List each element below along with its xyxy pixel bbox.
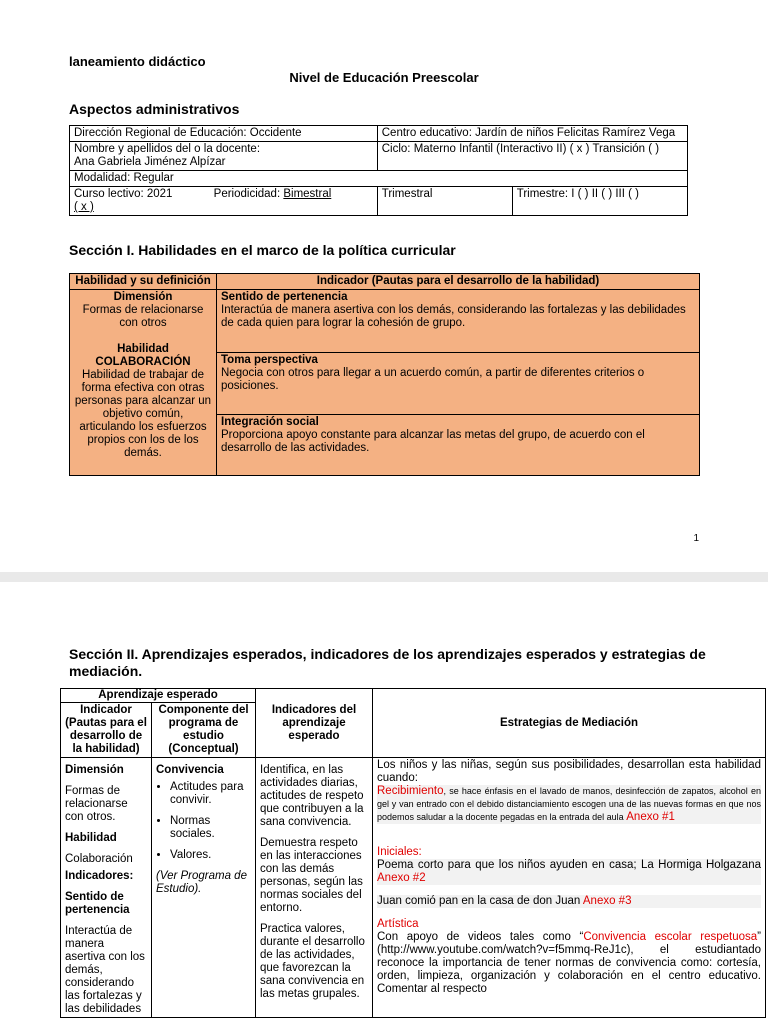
cell-centro: Centro educativo: Jardín de niños Felicitas Ramírez Vega [377, 126, 687, 142]
dimension-label: Dimensión [65, 764, 124, 776]
cell-curso [70, 187, 378, 216]
componente-note: (Ver Programa de Estudio). [156, 870, 247, 895]
header-indicadores: Indicadores del aprendizaje esperado [256, 689, 373, 758]
artistica-label: Artística [377, 918, 419, 930]
cell-trimestre: Trimestre: I ( ) II ( ) III ( ) [512, 187, 687, 216]
skills-col2-header: Indicador (Pautas para el desarrollo de la habilidad) [217, 274, 700, 290]
cell-docente [70, 142, 378, 171]
section1-heading: Sección I. Habilidades en el marco de la política curricular [69, 242, 456, 258]
skills-table [69, 273, 700, 476]
level-title: Nivel de Educación Preescolar [289, 70, 479, 85]
artistica-block [377, 931, 761, 996]
dimension-cell [61, 758, 152, 1018]
group-header: Aprendizaje esperado [61, 689, 256, 703]
anexo-2-link[interactable]: Anexo #2 [377, 872, 426, 884]
cell-direccion: Dirección Regional de Educación: Occidente [70, 126, 378, 142]
docente-label: Nombre y apellidos del o la docente: [74, 143, 261, 155]
sentido-text: Interactúa de manera asertiva con los demás, considerando las fortalezas y las debilidades [65, 925, 145, 1015]
skills-col1-header: Habilidad y su definición [70, 274, 217, 290]
recibimiento-text: , se hace énfasis en el lavado de manos, desinfección de zapatos, alcohol en gel y van entrado con el debido distanciamiento escogen una de las nuevas formas en que nos podemos saludar a la docente pegadas en la entrada del aula [377, 786, 761, 822]
mediation-table [60, 688, 766, 1018]
habilidad-label: Habilidad [117, 343, 169, 355]
periodicidad-value: Bimestral [283, 188, 332, 200]
artistica-post: ” (http://www.youtube.com/watch?v=f5mmq-ReJ1c), el estudiantado reconoce la importancia de tener normas de convivencia como: cortesía, orden, limpieza, organización y colaboración en el centro educativo. Comentar al respecto [377, 931, 761, 995]
curso-lectivo: Curso lectivo: 2021 [74, 188, 173, 200]
anexo-3-link[interactable]: Anexo #3 [582, 895, 632, 907]
header-indicador: Indicador (Pautas para el desarrollo de la habilidad) [61, 703, 152, 758]
habilidad-name: COLABORACIÓN [95, 356, 191, 368]
dimension-value: Formas de relacionarse con otros [82, 304, 204, 329]
juan-text: Juan comió pan en la casa de don Juan [377, 895, 581, 907]
cell-ciclo: Ciclo: Materno Infantil (Interactivo II) ( x ) Transición ( ) [377, 142, 687, 171]
dimension-value: Formas de relacionarse con otros. [65, 785, 128, 823]
componente-list [156, 781, 251, 862]
habilidad-label: Habilidad [65, 832, 117, 844]
document-page-2 [0, 582, 768, 1024]
list-item: • Normas sociales. [170, 815, 251, 841]
admin-heading: Aspectos administrativos [69, 101, 240, 117]
indicator-text: Interactúa de manera asertiva con los demás, considerando las fortalezas y las debilidades de cada quien para lograr la cohesión de grupo. [221, 304, 686, 329]
indicator-title: Sentido de pertenencia [221, 291, 348, 303]
cell-trimestral: Trimestral [377, 187, 512, 216]
indicator-text: Negocia con otros para llegar a un acuerdo común, a partir de diferentes criterios o posiciones. [221, 367, 645, 392]
section2-heading: Sección II. Aprendizajes esperados, indicadores de los aprendizajes esperados y estrategias de mediación. [69, 646, 706, 679]
iniciales-text: Poema corto para que los niños ayuden en casa; La Hormiga Holgazana [377, 859, 761, 871]
indicador-item: Practica valores, durante el desarrollo de las actividades, que favorezcan la sana convivencia en las metas grupales. [260, 923, 365, 1000]
recibimiento-block [377, 785, 761, 824]
iniciales-label: Iniciales: [377, 846, 422, 858]
iniciales-block [377, 859, 761, 885]
indicador-item: Identifica, en las actividades diarias, actitudes de respeto que contribuyen a la sana convivencia. [260, 764, 364, 828]
recibimiento-label: Recibimiento [377, 785, 444, 797]
indicator-title: Integración social [221, 416, 319, 428]
indicador-item: Demuestra respeto en las interacciones con las demás personas, según las normas sociales del entorno. [260, 837, 363, 914]
list-item: • Actitudes para convivir. [170, 781, 251, 807]
habilidad-definition: Habilidad de trabajar de forma efectiva con otras personas para alcanzar un objetivo común, articulando los esfuerzos propios con los de los demás. [74, 369, 212, 459]
list-item: • Valores. [170, 849, 251, 862]
page-number: 1 [693, 533, 699, 544]
docente-name: Ana Gabriela Jiménez Alpízar [74, 156, 226, 168]
estrategias-intro: Los niños y las niñas, según sus posibilidades, desarrollan esta habilidad cuando: [377, 759, 761, 784]
componente-title: Convivencia [156, 764, 224, 776]
artistica-pre: Con apoyo de videos tales como “ [377, 931, 584, 943]
header-estrategias: Estrategias de Mediación [373, 689, 766, 758]
curso-mark: ( x ) [74, 201, 94, 213]
document-title: laneamiento didáctico [69, 54, 206, 69]
periodicidad-label: Periodicidad: [213, 188, 281, 200]
estrategias-cell [373, 758, 766, 1018]
indicadores-label: Indicadores: [65, 870, 134, 882]
video-title[interactable]: Convivencia escolar respetuosa [583, 931, 758, 943]
cell-modalidad: Modalidad: Regular [70, 171, 688, 187]
juan-block [377, 895, 761, 908]
anexo-1-link[interactable]: Anexo #1 [626, 811, 675, 823]
sentido-label: Sentido de pertenencia [65, 891, 130, 916]
header-componente: Componente del programa de estudio (Conceptual) [152, 703, 256, 758]
indicadores-cell [256, 758, 373, 1018]
componente-cell [152, 758, 256, 1018]
habilidad-value: Colaboración [65, 853, 133, 865]
indicator-title: Toma perspectiva [221, 354, 318, 366]
indicator-cell-3 [217, 415, 700, 476]
indicator-text: Proporciona apoyo constante para alcanzar las metas del grupo, de acuerdo con el desarrollo de las actividades. [221, 429, 645, 454]
admin-table [69, 125, 688, 216]
indicator-cell-1 [217, 290, 700, 353]
indicator-cell-2 [217, 353, 700, 415]
skill-definition-cell [70, 290, 217, 476]
dimension-label: Dimensión [113, 291, 173, 303]
